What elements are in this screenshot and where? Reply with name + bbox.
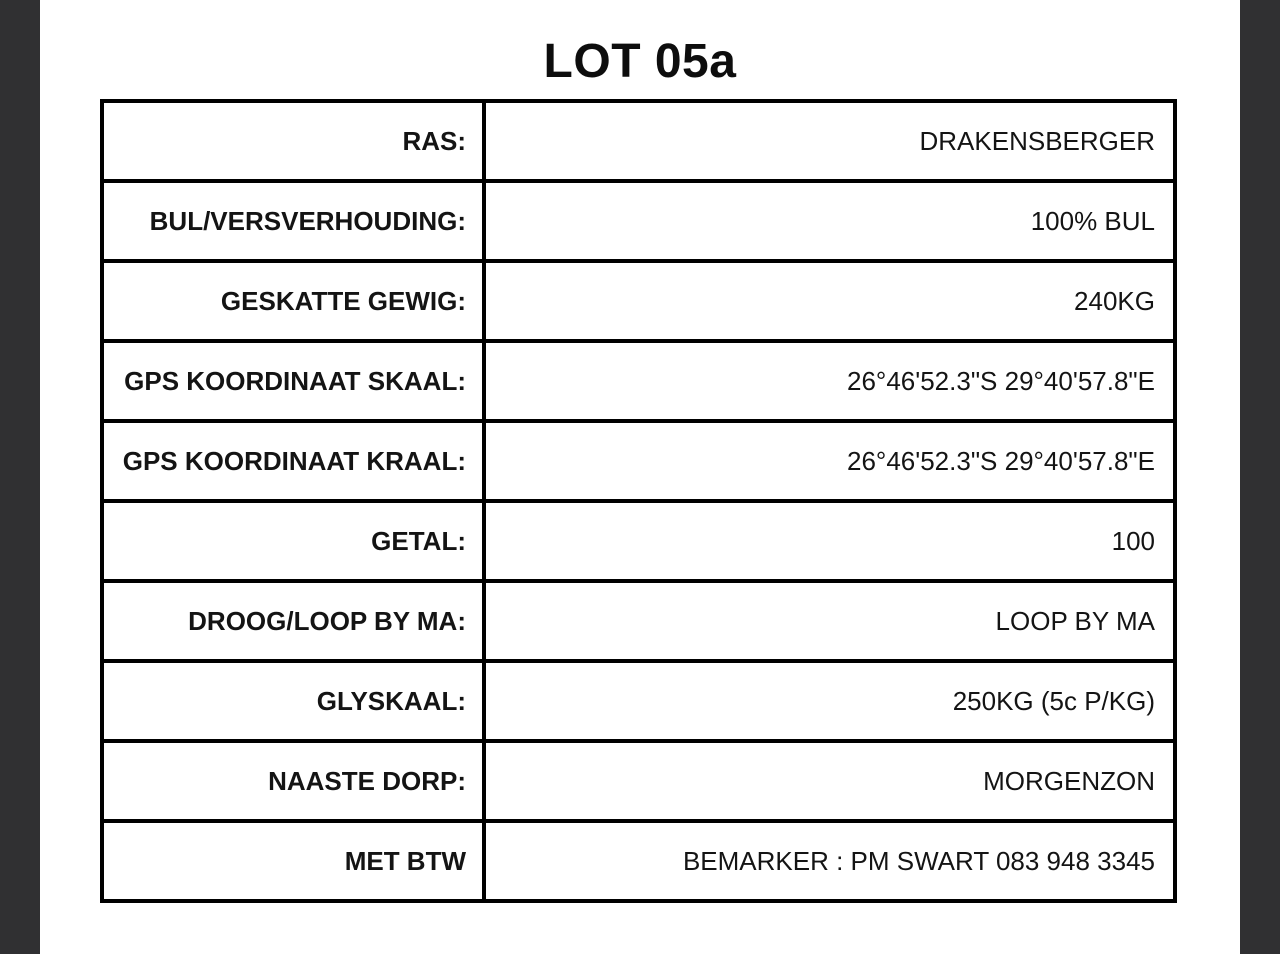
row-label: DROOG/LOOP BY MA: xyxy=(102,581,484,661)
row-label: GPS KOORDINAAT KRAAL: xyxy=(102,421,484,501)
row-label: BUL/VERSVERHOUDING: xyxy=(102,181,484,261)
row-value: 26°46'52.3"S 29°40'57.8"E xyxy=(484,421,1175,501)
row-value: 100% BUL xyxy=(484,181,1175,261)
table-row xyxy=(102,821,1175,901)
row-value: DRAKENSBERGER xyxy=(484,101,1175,181)
row-label: MET BTW xyxy=(102,821,484,901)
table-row xyxy=(102,661,1175,741)
row-value: 240KG xyxy=(484,261,1175,341)
lot-details-table-body xyxy=(102,101,1175,901)
table-row xyxy=(102,341,1175,421)
row-label: GETAL: xyxy=(102,501,484,581)
table-row xyxy=(102,181,1175,261)
table-row xyxy=(102,101,1175,181)
row-value: BEMARKER : PM SWART 083 948 3345 xyxy=(484,821,1175,901)
right-frame-bar xyxy=(1240,0,1280,954)
row-label: GESKATTE GEWIG: xyxy=(102,261,484,341)
row-value: MORGENZON xyxy=(484,741,1175,821)
row-value: LOOP BY MA xyxy=(484,581,1175,661)
row-label: RAS: xyxy=(102,101,484,181)
row-value: 250KG (5c P/KG) xyxy=(484,661,1175,741)
lot-title: LOT 05a xyxy=(543,35,737,88)
row-label: GPS KOORDINAAT SKAAL: xyxy=(102,341,484,421)
table-row xyxy=(102,261,1175,341)
table-row xyxy=(102,741,1175,821)
row-label: GLYSKAAL: xyxy=(102,661,484,741)
lot-details-table xyxy=(100,99,1177,903)
table-row xyxy=(102,501,1175,581)
left-frame-bar xyxy=(0,0,40,954)
row-label: NAASTE DORP: xyxy=(102,741,484,821)
row-value: 26°46'52.3"S 29°40'57.8"E xyxy=(484,341,1175,421)
table-row xyxy=(102,581,1175,661)
table-row xyxy=(102,421,1175,501)
row-value: 100 xyxy=(484,501,1175,581)
